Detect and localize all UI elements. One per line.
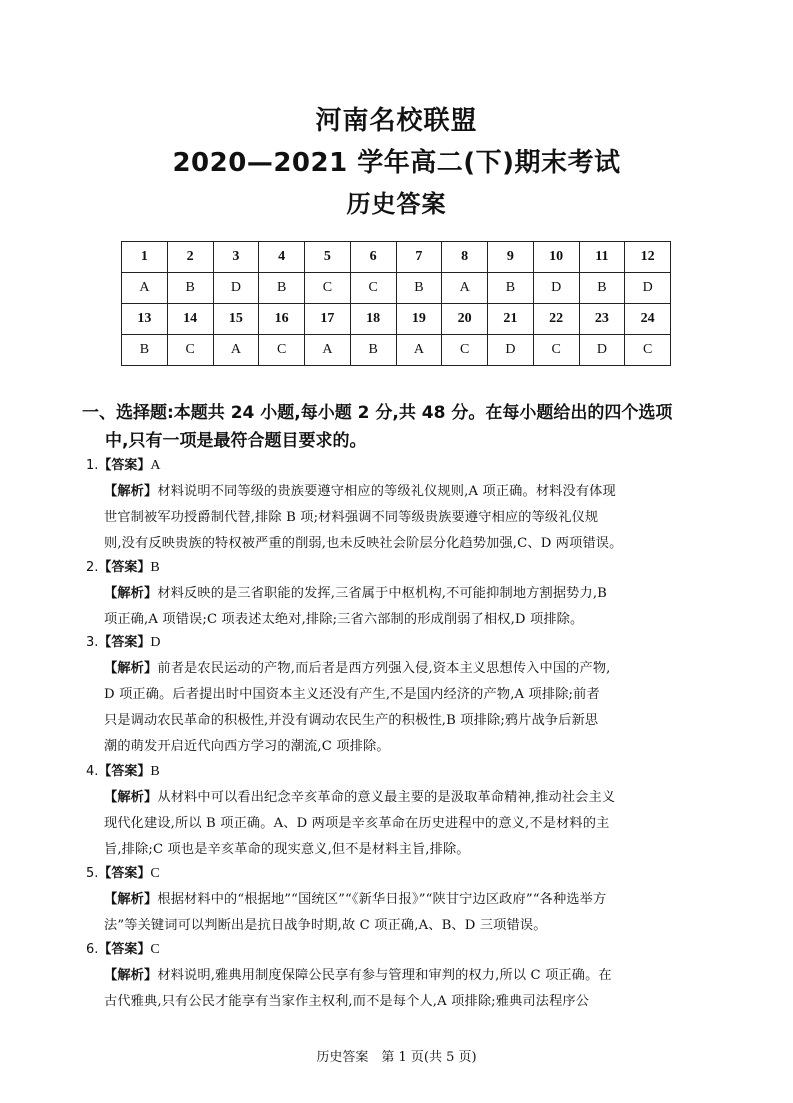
analysis-line [104,838,724,857]
analysis-text: 旨,排除;C 项也是辛亥革命的现实意义,但不是材料主旨,排除。 [104,842,470,857]
analysis-label: 【解析】 [104,484,158,499]
analysis-text: 法”等关键词可以判断出是抗日战争时期,故 C 项正确,A、B、D 三项错误。 [104,918,547,933]
analysis-line [104,582,724,601]
answer-table [121,241,671,366]
page-footer: 历史答案 第 1 页(共 5 页) [316,1050,477,1065]
answer-value: B [150,764,160,779]
answer-letter-row [122,335,671,366]
question-number-cell: 11 [579,242,625,273]
analysis-text: 古代雅典,只有公民才能享有当家作主权利,而不是每个人,A 项排除;雅典司法程序公 [104,994,590,1009]
answer-cell: B [579,273,625,304]
analysis-text: D 项正确。后者提出时中国资本主义还没有产生,不是国内经济的产物,A 项排除;前者 [104,687,600,702]
question-number-cell: 24 [625,304,671,335]
answer-cell: C [305,273,351,304]
answer-label: 【答案】 [98,942,151,957]
answer-value: C [150,942,160,957]
analysis-line [104,532,724,551]
question-number-cell: 9 [488,242,534,273]
title-alliance: 河南名校联盟 [315,106,478,136]
question-number-cell: 6 [350,242,396,273]
analysis-line [104,914,724,933]
analysis-label: 【解析】 [104,968,158,983]
analysis-line [104,506,724,525]
answer-cell: C [625,335,671,366]
question-number-cell: 4 [259,242,305,273]
analysis-line [104,709,724,728]
question-number-cell: 15 [213,304,259,335]
answer-cell: A [396,335,442,366]
answer-cell: C [533,335,579,366]
question-number-cell: 14 [167,304,213,335]
analysis-text: 材料反映的是三省职能的发挥,三省属于中枢机构,不可能抑制地方割据势力,B [157,586,608,601]
question-number-cell: 23 [579,304,625,335]
answer-cell: C [442,335,488,366]
analysis-line [104,786,724,805]
answer-cell: C [350,273,396,304]
answer-cell: C [167,335,213,366]
answer-value: A [150,458,161,473]
question-answer-line [86,631,161,651]
answer-cell: D [213,273,259,304]
analysis-label: 【解析】 [104,790,158,805]
answer-label: 【答案】 [98,866,151,881]
answer-cell: B [259,273,305,304]
answer-cell: D [625,273,671,304]
question-answer-line [86,556,160,576]
analysis-text: 材料说明不同等级的贵族要遵守相应的等级礼仪规则,A 项正确。材料没有体现 [157,484,616,499]
title-exam: 2020—2021 学年高二(下)期末考试 [172,148,621,178]
analysis-text: 世官制被军功授爵制代替,排除 B 项;材料强调不同等级贵族要遵守相应的等级礼仪规 [104,510,599,525]
question-number-cell: 12 [625,242,671,273]
question-number-cell: 22 [533,304,579,335]
answer-label: 【答案】 [98,635,151,650]
question-number: 2. [86,560,99,575]
answer-label: 【答案】 [98,458,151,473]
section-heading: 一、选择题:本题共 24 小题,每小题 2 分,共 48 分。在每小题给出的四个选项 [82,403,673,423]
question-number-cell: 16 [259,304,305,335]
question-answer-line [86,938,160,958]
analysis-line [104,990,724,1009]
analysis-text: 现代化建设,所以 B 项正确。A、D 两项是辛亥革命在历史进程中的意义,不是材料的主 [104,816,610,831]
question-number: 5. [86,866,99,881]
analysis-label: 【解析】 [104,892,158,907]
question-number-cell: 2 [167,242,213,273]
analysis-line [104,657,724,676]
question-number: 4. [86,764,99,779]
question-number-cell: 19 [396,304,442,335]
analysis-text: 根据材料中的“根据地”“国统区”“《新华日报》”“陕甘宁边区政府”“各种选举方 [157,892,607,907]
analysis-text: 从材料中可以看出纪念辛亥革命的意义最主要的是汲取革命精神,推动社会主义 [157,790,616,805]
answer-letter-row [122,273,671,304]
question-number-cell: 1 [122,242,168,273]
analysis-line [104,888,724,907]
analysis-line [104,480,724,499]
question-number-cell: 18 [350,304,396,335]
question-answer-line [86,862,160,882]
analysis-line [104,812,724,831]
answer-cell: C [259,335,305,366]
question-number-row [122,242,671,273]
question-number-cell: 7 [396,242,442,273]
analysis-label: 【解析】 [104,661,158,676]
question-number-cell: 17 [305,304,351,335]
question-number: 3. [86,635,99,650]
answer-cell: B [488,273,534,304]
analysis-line [104,735,724,754]
analysis-text: 只是调动农民革命的积极性,并没有调动农民生产的积极性,B 项排除;鸦片战争后新思 [104,713,599,728]
question-answer-line [86,454,161,474]
answer-cell: D [488,335,534,366]
analysis-text: 潮的萌发开启近代向西方学习的潮流,C 项排除。 [104,739,390,754]
answer-cell: A [305,335,351,366]
answer-value: D [150,635,161,650]
question-number-row [122,304,671,335]
answer-label: 【答案】 [98,764,151,779]
answer-cell: B [122,335,168,366]
answer-value: C [150,866,160,881]
answer-cell: A [213,335,259,366]
answer-cell: A [442,273,488,304]
analysis-line [104,608,724,627]
question-answer-line [86,760,160,780]
question-number-cell: 10 [533,242,579,273]
answer-value: B [150,560,160,575]
answer-cell: B [167,273,213,304]
analysis-text: 则,没有反映贵族的特权被严重的削弱,也未反映社会阶层分化趋势加强,C、D 两项错误。 [104,536,623,551]
answer-label: 【答案】 [98,560,151,575]
question-number-cell: 20 [442,304,488,335]
question-number: 6. [86,942,99,957]
title-subject: 历史答案 [346,190,447,218]
answer-cell: B [396,273,442,304]
analysis-text: 项正确,A 项错误;C 项表述太绝对,排除;三省六部制的形成削弱了相权,D 项排除。 [104,612,584,627]
section-heading-cont: 中,只有一项是最符合题目要求的。 [105,431,367,451]
answer-cell: B [350,335,396,366]
question-number: 1. [86,458,99,473]
question-number-cell: 3 [213,242,259,273]
question-number-cell: 13 [122,304,168,335]
answer-cell: D [579,335,625,366]
analysis-line [104,964,724,983]
analysis-text: 前者是农民运动的产物,而后者是西方列强入侵,资本主义思想传入中国的产物, [157,661,611,676]
question-number-cell: 8 [442,242,488,273]
analysis-line [104,683,724,702]
question-number-cell: 5 [305,242,351,273]
question-number-cell: 21 [488,304,534,335]
answer-cell: D [533,273,579,304]
answer-cell: A [122,273,168,304]
analysis-label: 【解析】 [104,586,158,601]
analysis-text: 材料说明,雅典用制度保障公民享有参与管理和审判的权力,所以 C 项正确。在 [157,968,612,983]
